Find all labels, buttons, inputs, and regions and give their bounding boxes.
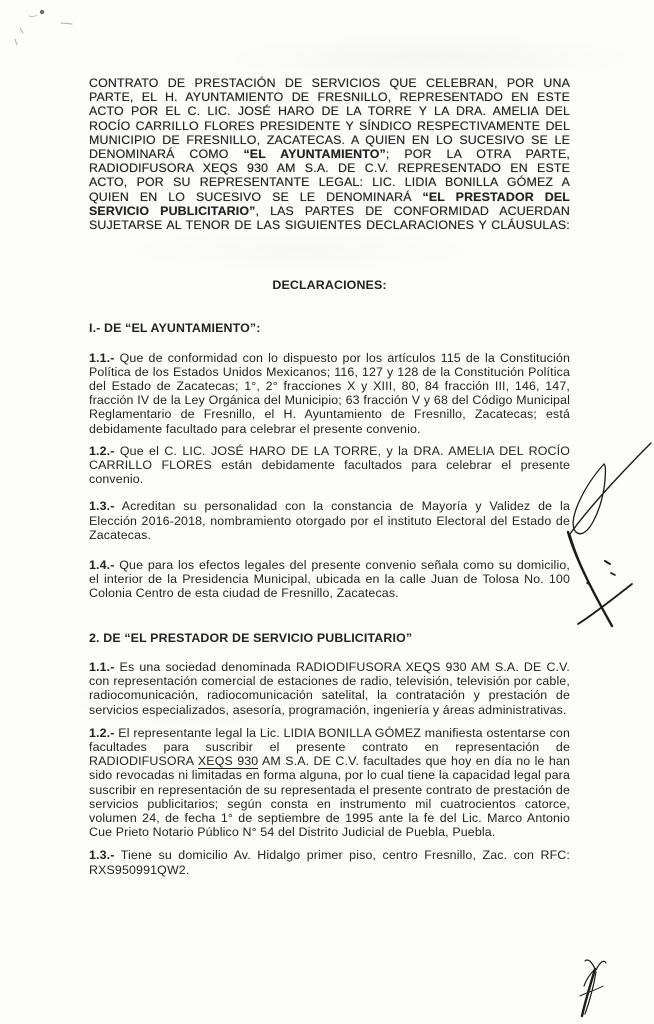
declaraciones-heading: DECLARACIONES: bbox=[272, 278, 387, 293]
paragraph-2-3 bbox=[89, 848, 570, 876]
paragraph-text: Que para los efectos legales del presente convenio señala como su domicilio, el interior de la Presidencia Municipal, ubicada en la calle Juan de Tolosa No. 100 Colonia Centro de esta ciudad de Fresnillo, Zacatecas. bbox=[89, 558, 570, 601]
paragraph-number: 1.1.- bbox=[89, 659, 115, 674]
paragraph-text: El representante legal la Lic. LIDIA BONILLA GÓMEZ manifiesta ostentarse con facultades para suscribir el presente contrato en representación de RADIODIFUSORA bbox=[89, 725, 570, 769]
paragraph-number: 1.3.- bbox=[89, 848, 115, 863]
paragraph-text: Acreditan su personalidad con la constancia de Mayoría y Validez de la Elección 2016-2018, nombramiento otorgado por el instituto Electoral del Estado de Zacatecas. bbox=[89, 499, 570, 542]
paragraph-1-1 bbox=[89, 351, 570, 436]
intro-text-1: CONTRATO DE PRESTACIÓN DE SERVICIOS QUE CELEBRAN, POR UNA PARTE, EL H. AYUNTAMIENTO DE FRESNILLO, REPRESENTADO EN ESTE ACTO POR EL C. LIC. JOSÉ HARO DE LA TORRE Y LA DRA. AMELIA DEL ROCÍO CARRILLO FLORES PRESIDENTE Y SÍNDICO RESPECTIVAMENTE DEL MUNICIPIO DE FRESNILLO, ZACATECAS. A QUIEN EN LO SUCESIVO SE LE DENOMINARÁ COMO bbox=[89, 76, 570, 162]
paragraph-number: 1.2.- bbox=[89, 443, 115, 458]
intro-text-3: , LAS PARTES DE CONFORMIDAD ACUERDAN SUJETARSE AL TENOR DE LAS SIGUIENTES DECLARACIONES Y CLÁUSULAS: bbox=[89, 203, 570, 233]
paragraph-text: Es una sociedad denominada RADIODIFUSORA XEQS 930 AM S.A. DE C.V. con representación comercial de estaciones de radio, televisión, televisión por cable, radiocomunicación, radiocomunicación satelital, la contratación y prestación de servicios especializados, asesoría, programación, ingeniería y áreas administrativas. bbox=[89, 659, 570, 717]
signature-initial-mark-icon bbox=[568, 952, 632, 1020]
intro-text-2: ; POR LA OTRA PARTE, RADIODIFUSORA XEQS 930 AM S.A. DE C.V. REPRESENTADO EN ESTE ACTO, POR SU REPRESENTANTE LEGAL: LIC. LIDIA BONILLA GÓMEZ A QUIEN EN LO SUCESIVO SE LE DENOMINARÁ bbox=[89, 147, 570, 204]
paragraph-number: 1.2.- bbox=[89, 725, 115, 740]
term-el-prestador: “EL PRESTADOR DEL SERVICIO PUBLICITARIO” bbox=[89, 189, 570, 218]
paragraph-text: Que el C. LIC. JOSÉ HARO DE LA TORRE, y la DRA. AMELIA DEL ROCÍO CARRILLO FLORES están debidamente facultados para celebrar el presente convenio. bbox=[89, 443, 570, 487]
paragraph-text: Que de conformidad con lo dispuesto por los artículos 115 de la Constitución Política de los Estados Unidos Mexicanos; 116, 127 y 128 de la Constitución Política del Estado de Zacatecas; 1°, 2° fracciones X y XIII, 80, 84 fracción III, 146, 147, fracción IV de la Ley Orgánica del Municipio; 63 fracción V y 68 del Código Municipal Reglamentario de Fresnillo, el H. Ayuntamiento de Fresnillo, Zacatecas; está debidamente facultado para celebrar el presente convenio. bbox=[89, 350, 570, 436]
intro-paragraph bbox=[89, 76, 570, 232]
underlined-text-xeqs-930: XEQS 930 bbox=[197, 754, 259, 769]
paragraph-2-1 bbox=[89, 660, 570, 717]
paragraph-number: 1.3.- bbox=[89, 499, 115, 514]
paragraph-1-2 bbox=[89, 444, 570, 487]
document-text bbox=[89, 76, 570, 877]
paragraph-1-3 bbox=[89, 499, 570, 542]
section2-heading: 2. DE “EL PRESTADOR DE SERVICIO PUBLICITARIO” bbox=[89, 630, 413, 645]
section1-heading: I.- DE “EL AYUNTAMIENTO”: bbox=[89, 321, 261, 336]
paragraph-1-4 bbox=[89, 558, 570, 601]
paragraph-text: AM S.A. DE C.V. facultades que hoy en día no le han sido revocadas ni limitadas en forma alguna, por lo cual tiene la capacidad legal para suscribir en representación de su representada el presente contrato de prestación de servicios publicitarios; según consta en instrumento mil cuatrocientos catorce, volumen 24, de fecha 1° de septiembre de 1995 ante la fe del Lic. Marco Antonio Cue Prieto Notario Público N° 54 del Distrito Judicial de Puebla, Puebla. bbox=[89, 754, 570, 840]
term-el-ayuntamiento: “EL AYUNTAMIENTO” bbox=[243, 147, 386, 162]
paragraph-2-2 bbox=[89, 726, 570, 840]
paragraph-text: Tiene su domicilio Av. Hidalgo primer piso, centro Fresnillo, Zac. con RFC: RXS950991QW2. bbox=[89, 848, 570, 877]
paragraph-number: 1.4.- bbox=[89, 558, 115, 573]
pencil-smudge-marks-icon bbox=[6, 2, 106, 52]
paragraph-number: 1.1.- bbox=[89, 350, 115, 365]
